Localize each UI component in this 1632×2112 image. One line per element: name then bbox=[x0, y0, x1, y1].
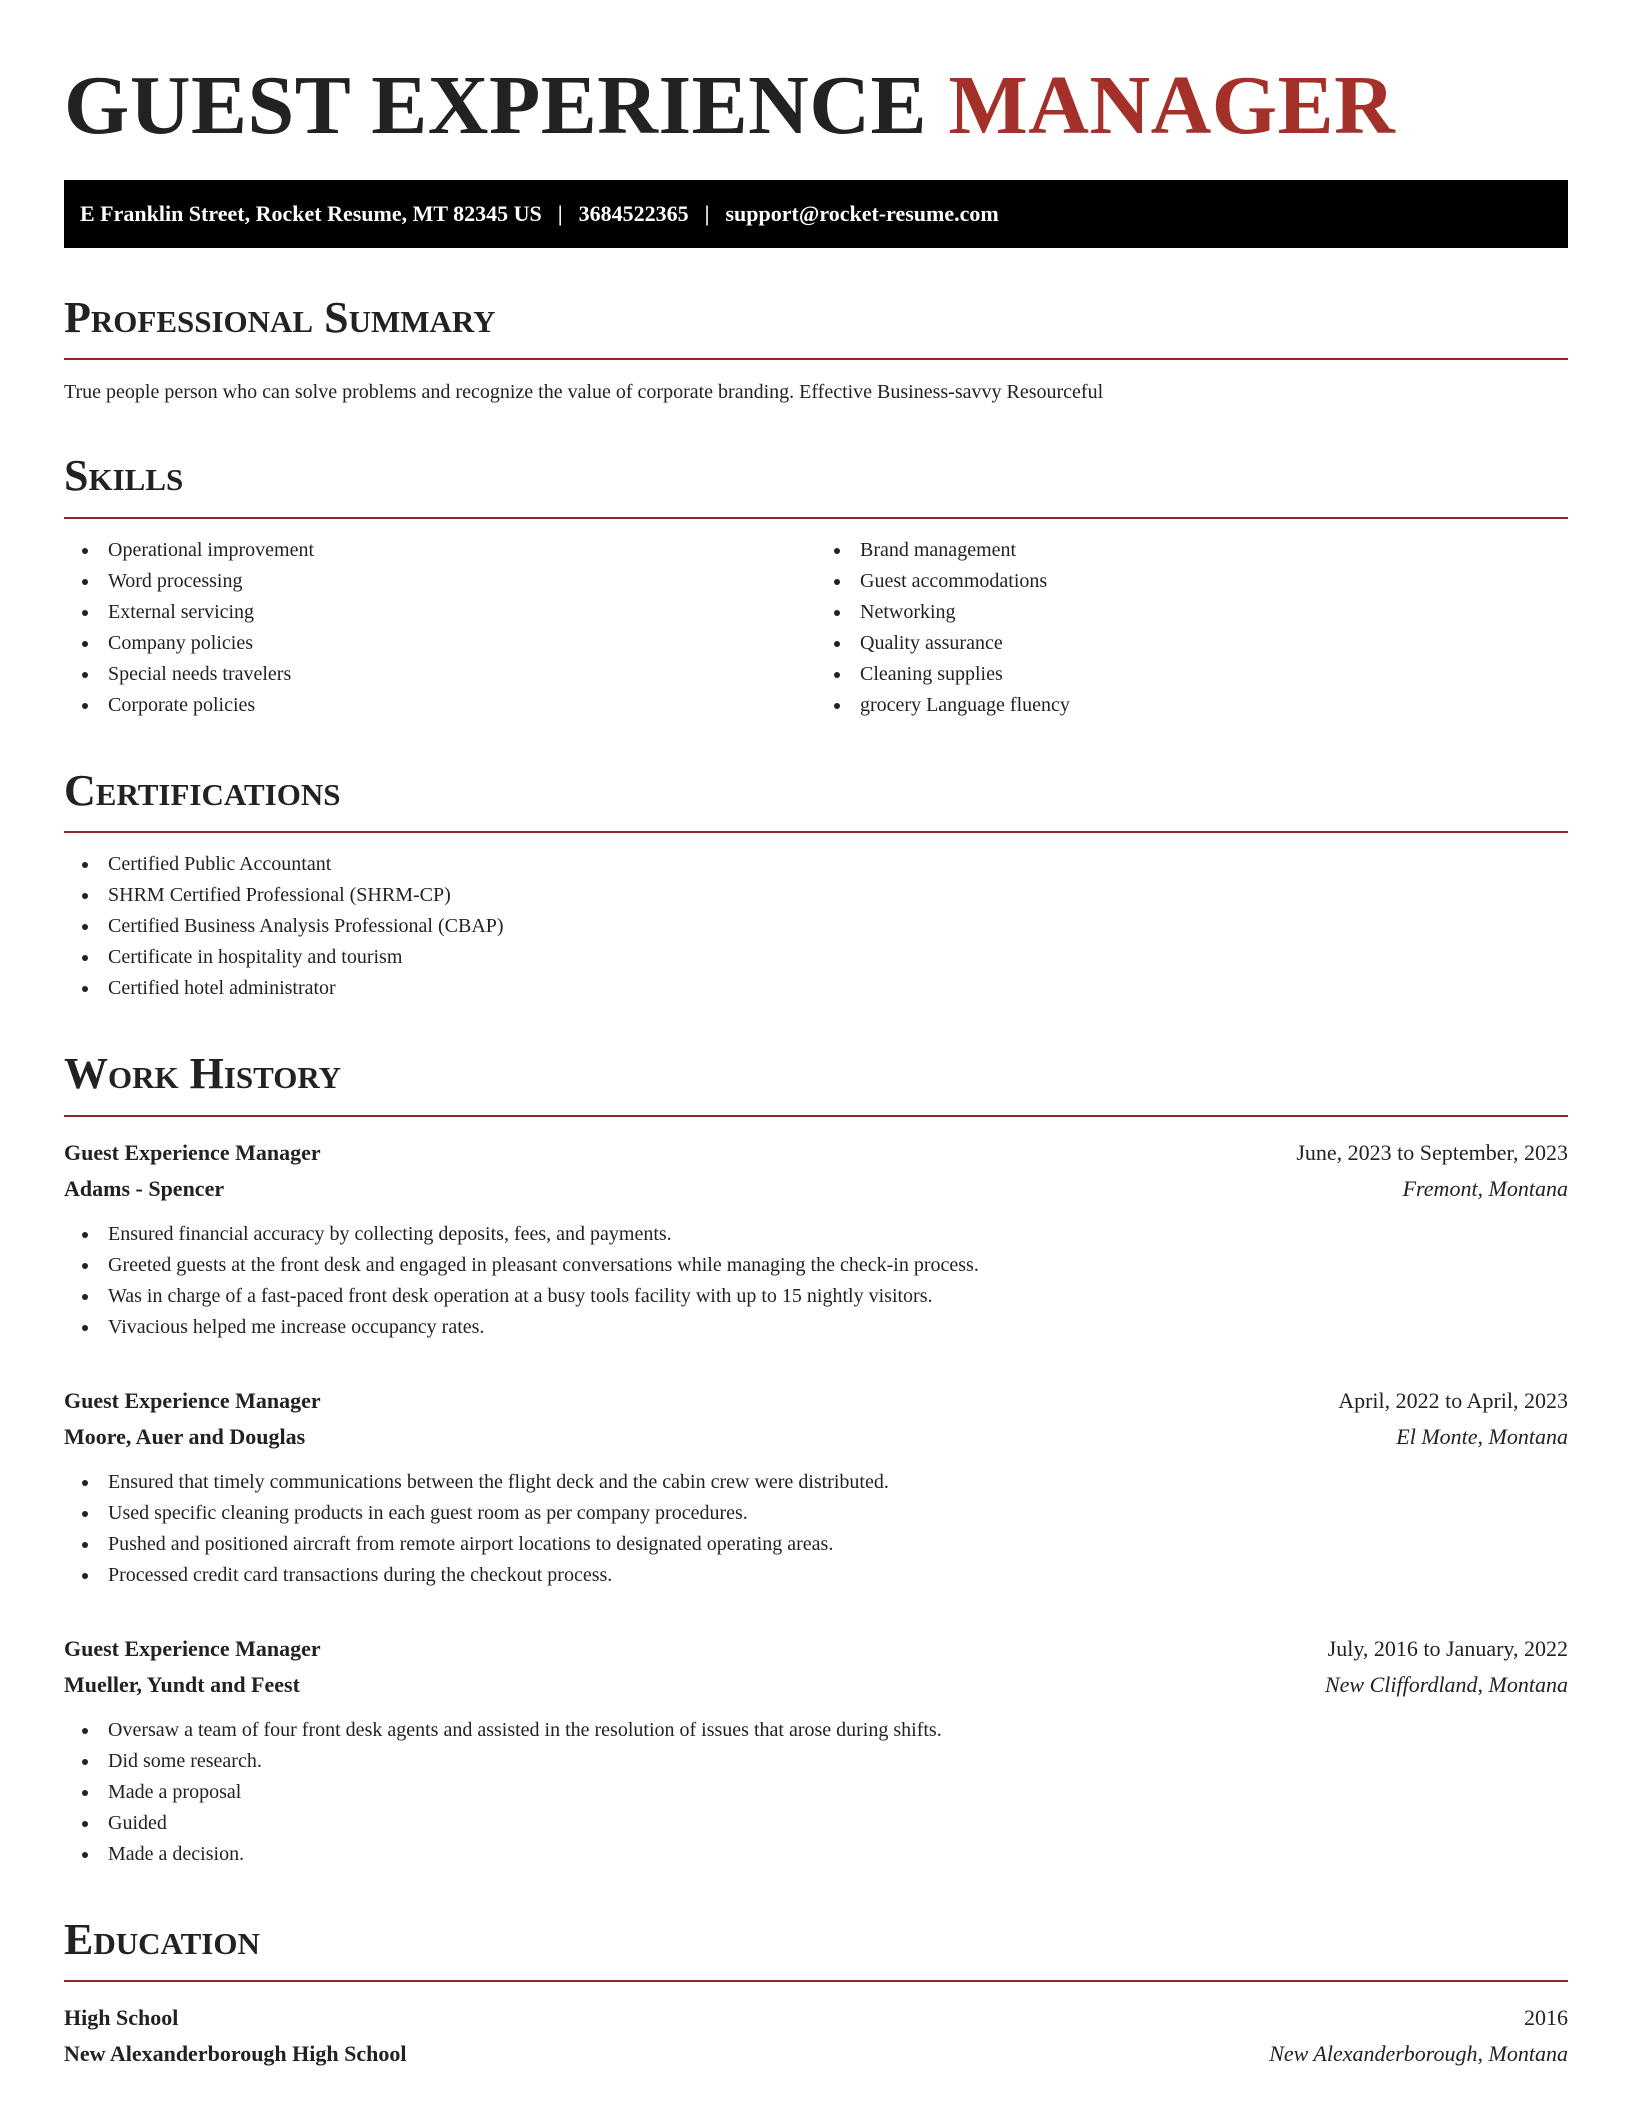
job-dates: July, 2016 to January, 2022 bbox=[1327, 1635, 1568, 1661]
job-dates: April, 2022 to April, 2023 bbox=[1338, 1387, 1568, 1413]
job-title: Guest Experience Manager bbox=[64, 1387, 321, 1413]
job-duty: Ensured that timely communications between the flight deck and the cabin crew were distributed. bbox=[64, 1467, 1568, 1498]
section-divider bbox=[64, 1115, 1568, 1117]
contact-phone: 3684522365 bbox=[578, 201, 689, 226]
certification-item: Certified Public Accountant bbox=[64, 849, 1568, 880]
job-duties bbox=[64, 1219, 1568, 1343]
job-location: New Cliffordland, Montana bbox=[1324, 1671, 1568, 1697]
job-duty: Greeted guests at the front desk and engaged in pleasant conversations while managing the check-in process. bbox=[64, 1250, 1568, 1281]
section-divider bbox=[64, 358, 1568, 360]
skills-list-left bbox=[64, 535, 816, 721]
job-duty: Ensured financial accuracy by collecting deposits, fees, and payments. bbox=[64, 1219, 1568, 1250]
education-school-row bbox=[64, 2036, 1568, 2072]
job-company-row bbox=[64, 1419, 1568, 1455]
skill-item: Operational improvement bbox=[64, 535, 816, 566]
skill-item: Company policies bbox=[64, 628, 816, 659]
skill-item: Special needs travelers bbox=[64, 659, 816, 690]
contact-bar bbox=[64, 180, 1568, 248]
skill-item: Guest accommodations bbox=[816, 566, 1568, 597]
job-company-row bbox=[64, 1171, 1568, 1207]
certifications-section bbox=[64, 767, 1568, 1004]
job-duties bbox=[64, 1715, 1568, 1870]
job-title-row bbox=[64, 1631, 1568, 1667]
job-entry bbox=[64, 1383, 1568, 1591]
job-duty: Used specific cleaning products in each guest room as per company procedures. bbox=[64, 1498, 1568, 1529]
work-history-section bbox=[64, 1050, 1568, 1869]
certification-item: Certificate in hospitality and tourism bbox=[64, 942, 1568, 973]
job-title-row bbox=[64, 1383, 1568, 1419]
job-location: El Monte, Montana bbox=[1396, 1423, 1568, 1449]
skill-item: Cleaning supplies bbox=[816, 659, 1568, 690]
education-section bbox=[64, 1916, 1568, 2072]
section-divider bbox=[64, 517, 1568, 519]
job-duty: Was in charge of a fast-paced front desk operation at a busy tools facility with up to 15 nightly visitors. bbox=[64, 1281, 1568, 1312]
certification-item: Certified Business Analysis Professional (CBAP) bbox=[64, 911, 1568, 942]
job-duty: Vivacious helped me increase occupancy rates. bbox=[64, 1312, 1568, 1343]
job-entry bbox=[64, 1631, 1568, 1870]
education-degree: High School bbox=[64, 2004, 179, 2030]
job-company: Moore, Auer and Douglas bbox=[64, 1423, 306, 1449]
job-duty: Processed credit card transactions during the checkout process. bbox=[64, 1560, 1568, 1591]
summary-heading: Professional Summary bbox=[64, 293, 496, 342]
contact-email: support@rocket-resume.com bbox=[725, 201, 999, 226]
skill-item: Word processing bbox=[64, 566, 816, 597]
job-duty: Made a proposal bbox=[64, 1777, 1568, 1808]
education-heading: Education bbox=[64, 1914, 260, 1964]
job-duty: Did some research. bbox=[64, 1746, 1568, 1777]
job-company-row bbox=[64, 1667, 1568, 1703]
summary-text: True people person who can solve problems and recognize the value of corporate branding. Effective Business-savvy Resourceful bbox=[64, 381, 1104, 404]
skill-item: grocery Language fluency bbox=[816, 690, 1568, 721]
education-year: 2016 bbox=[1524, 2004, 1568, 2030]
education-school: New Alexanderborough High School bbox=[64, 2040, 407, 2066]
skills-grid bbox=[64, 535, 1568, 721]
education-degree-row bbox=[64, 2000, 1568, 2036]
section-divider bbox=[64, 831, 1568, 833]
resume-title bbox=[64, 59, 1568, 152]
skills-section bbox=[64, 452, 1568, 720]
job-duty: Oversaw a team of four front desk agents and assisted in the resolution of issues that arose during shifts. bbox=[64, 1715, 1568, 1746]
summary-section bbox=[64, 294, 1568, 406]
section-divider bbox=[64, 1980, 1568, 1982]
skill-item: Quality assurance bbox=[816, 628, 1568, 659]
skills-list-right bbox=[816, 535, 1568, 721]
job-entry bbox=[64, 1135, 1568, 1343]
title-accent: MANAGER bbox=[948, 59, 1396, 152]
skill-item: Brand management bbox=[816, 535, 1568, 566]
job-duty: Guided bbox=[64, 1808, 1568, 1839]
skill-item: External servicing bbox=[64, 597, 816, 628]
title-main: GUEST EXPERIENCE bbox=[64, 59, 928, 152]
certifications-list bbox=[64, 849, 1568, 1004]
job-company: Adams - Spencer bbox=[64, 1175, 225, 1201]
certifications-heading: Certifications bbox=[64, 765, 341, 815]
job-company: Mueller, Yundt and Feest bbox=[64, 1671, 300, 1697]
contact-separator: | bbox=[704, 201, 710, 226]
contact-address: E Franklin Street, Rocket Resume, MT 82345 US bbox=[80, 201, 542, 226]
skills-heading: Skills bbox=[64, 451, 184, 501]
job-dates: June, 2023 to September, 2023 bbox=[1296, 1139, 1568, 1165]
job-duties bbox=[64, 1467, 1568, 1591]
certification-item: SHRM Certified Professional (SHRM-CP) bbox=[64, 880, 1568, 911]
skill-item: Corporate policies bbox=[64, 690, 816, 721]
skill-item: Networking bbox=[816, 597, 1568, 628]
job-title: Guest Experience Manager bbox=[64, 1635, 321, 1661]
job-location: Fremont, Montana bbox=[1402, 1175, 1568, 1201]
job-title: Guest Experience Manager bbox=[64, 1139, 321, 1165]
certification-item: Certified hotel administrator bbox=[64, 973, 1568, 1004]
job-duty: Pushed and positioned aircraft from remote airport locations to designated operating areas. bbox=[64, 1529, 1568, 1560]
job-title-row bbox=[64, 1135, 1568, 1171]
work-history-heading: Work History bbox=[64, 1049, 342, 1099]
education-entry bbox=[64, 2000, 1568, 2072]
job-duty: Made a decision. bbox=[64, 1839, 1568, 1870]
education-location: New Alexanderborough, Montana bbox=[1269, 2040, 1568, 2066]
contact-separator: | bbox=[557, 201, 563, 226]
